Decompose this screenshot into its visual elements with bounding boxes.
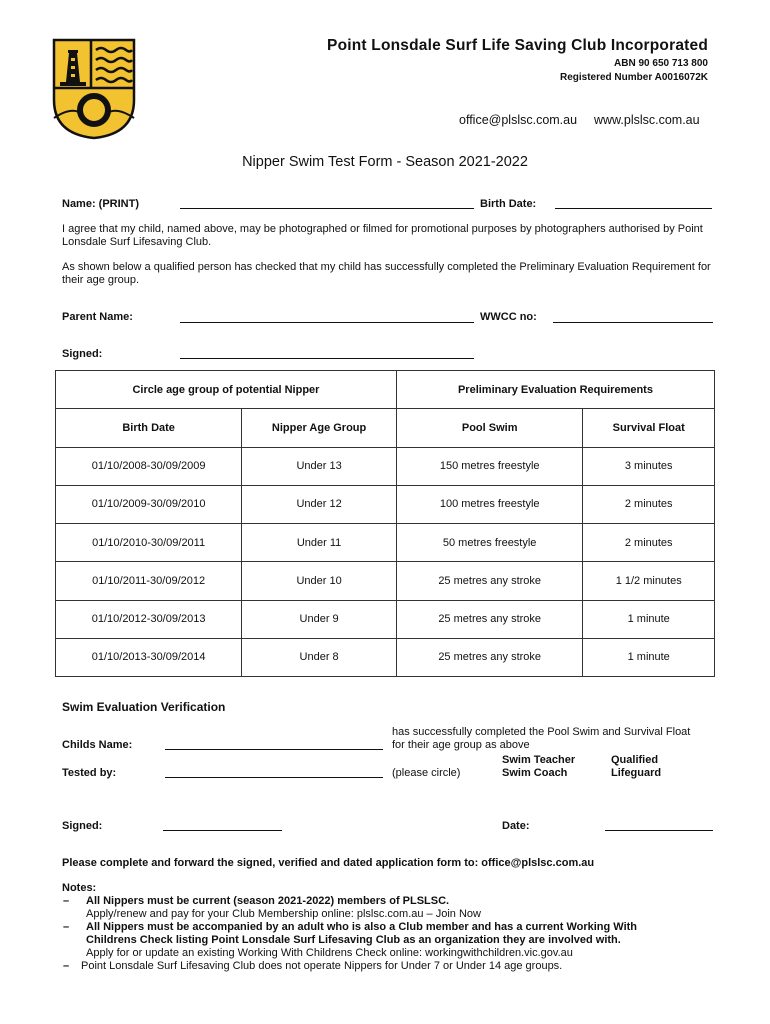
pool-swim-cell: 25 metres any stroke bbox=[396, 638, 583, 676]
photo-consent-text: I agree that my child, named above, may be photographed or filmed for promotional purposes by photographers authorised by Point Lonsdale Surf Lifesaving Club. bbox=[62, 223, 703, 248]
verifier-signature-field[interactable] bbox=[163, 830, 282, 831]
column-header: Survival Float bbox=[583, 409, 715, 447]
note-age-groups: Point Lonsdale Surf Lifesaving Club does not operate Nippers for Under 7 or Under 14 age groups. bbox=[81, 960, 563, 972]
please-circle-text: (please circle) bbox=[392, 767, 461, 779]
birth-date-cell: 01/10/2010-30/09/2011 bbox=[56, 524, 242, 562]
note-adult-line-1: All Nippers must be accompanied by an adult who is also a Club member and has a current Working With bbox=[86, 921, 638, 933]
table-column-header-row bbox=[56, 409, 715, 447]
age-group-cell[interactable]: Under 9 bbox=[242, 600, 397, 638]
registered-number: Registered Number A0016072K bbox=[559, 72, 708, 83]
column-header: Birth Date bbox=[56, 409, 242, 447]
birth-date-cell: 01/10/2012-30/09/2013 bbox=[56, 600, 242, 638]
note-wwcc-online: Apply for or update an existing Working With Childrens Check online: workingwithchildren.vic.gov.au bbox=[86, 947, 573, 959]
birth-date-cell: 01/10/2009-30/09/2010 bbox=[56, 485, 242, 523]
website-link[interactable]: www.plslsc.com.au bbox=[594, 113, 700, 127]
birth-date-field[interactable] bbox=[555, 208, 712, 209]
evaluation-statement: As shown below a qualified person has checked that my child has successfully completed the Preliminary Evaluation Requirement for their age group. bbox=[62, 261, 711, 286]
form-title: Nipper Swim Test Form - Season 2021-2022 bbox=[242, 154, 528, 170]
wwcc-field[interactable] bbox=[553, 322, 713, 323]
survival-float-cell: 1 1/2 minutes bbox=[583, 562, 715, 600]
forward-instructions: Please complete and forward the signed, verified and dated application form to: office@plslsc.com.au bbox=[62, 857, 595, 869]
note-dash: – bbox=[63, 895, 70, 907]
survival-float-cell: 2 minutes bbox=[583, 485, 715, 523]
signed-label: Signed: bbox=[62, 348, 103, 360]
completed-text-1: has successfully completed the Pool Swim and Survival Float bbox=[392, 726, 691, 738]
option-lifeguard[interactable]: Lifeguard bbox=[611, 767, 662, 779]
table-row[interactable] bbox=[56, 600, 715, 638]
tested-by-field[interactable] bbox=[165, 777, 383, 778]
abn-number: ABN 90 650 713 800 bbox=[614, 58, 708, 69]
completed-text-2: for their age group as above bbox=[392, 739, 530, 751]
option-swim-coach[interactable]: Swim Coach bbox=[502, 767, 568, 779]
birth-date-cell: 01/10/2011-30/09/2012 bbox=[56, 562, 242, 600]
birth-date-cell: 01/10/2013-30/09/2014 bbox=[56, 638, 242, 676]
birth-date-label: Birth Date: bbox=[480, 198, 537, 210]
verification-title: Swim Evaluation Verification bbox=[62, 700, 226, 714]
age-group-cell[interactable]: Under 12 bbox=[242, 485, 397, 523]
column-header: Pool Swim bbox=[396, 409, 583, 447]
option-swim-teacher[interactable]: Swim Teacher bbox=[502, 754, 576, 766]
group-head-right: Preliminary Evaluation Requirements bbox=[396, 371, 714, 409]
note-dash: – bbox=[63, 921, 70, 933]
note-membership-online: Apply/renew and pay for your Club Membership online: plslsc.com.au – Join Now bbox=[86, 908, 481, 920]
table-row[interactable] bbox=[56, 447, 715, 485]
column-header: Nipper Age Group bbox=[242, 409, 397, 447]
option-qualified[interactable]: Qualified bbox=[611, 754, 659, 766]
verifier-signed-label: Signed: bbox=[62, 820, 103, 832]
childs-name-field[interactable] bbox=[165, 749, 383, 750]
table-row[interactable] bbox=[56, 485, 715, 523]
childs-name-label: Childs Name: bbox=[62, 739, 133, 751]
name-label: Name: (PRINT) bbox=[62, 198, 140, 210]
note-membership: All Nippers must be current (season 2021-2022) members of PLSLSC. bbox=[86, 895, 450, 907]
age-group-cell[interactable]: Under 11 bbox=[242, 524, 397, 562]
name-field[interactable] bbox=[180, 208, 474, 209]
birth-date-cell: 01/10/2008-30/09/2009 bbox=[56, 447, 242, 485]
table-row[interactable] bbox=[56, 524, 715, 562]
age-group-cell[interactable]: Under 13 bbox=[242, 447, 397, 485]
wwcc-label: WWCC no: bbox=[480, 311, 537, 323]
note-dash: – bbox=[63, 960, 70, 972]
tested-by-label: Tested by: bbox=[62, 767, 117, 779]
pool-swim-cell: 25 metres any stroke bbox=[396, 600, 583, 638]
pool-swim-cell: 25 metres any stroke bbox=[396, 562, 583, 600]
survival-float-cell: 2 minutes bbox=[583, 524, 715, 562]
survival-float-cell: 1 minute bbox=[583, 638, 715, 676]
pool-swim-cell: 100 metres freestyle bbox=[396, 485, 583, 523]
survival-float-cell: 3 minutes bbox=[583, 447, 715, 485]
pool-swim-cell: 50 metres freestyle bbox=[396, 524, 583, 562]
parent-signature-field[interactable] bbox=[180, 358, 474, 359]
age-group-cell[interactable]: Under 10 bbox=[242, 562, 397, 600]
club-crest-logo bbox=[52, 38, 136, 140]
parent-name-field[interactable] bbox=[180, 322, 474, 323]
date-field[interactable] bbox=[605, 830, 713, 831]
age-group-cell[interactable]: Under 8 bbox=[242, 638, 397, 676]
contact-email[interactable]: office@plslsc.com.au bbox=[459, 113, 578, 127]
table-row[interactable] bbox=[56, 638, 715, 676]
table-row[interactable] bbox=[56, 562, 715, 600]
pool-swim-cell: 150 metres freestyle bbox=[396, 447, 583, 485]
parent-name-label: Parent Name: bbox=[62, 311, 133, 323]
notes-title: Notes: bbox=[62, 882, 97, 894]
note-adult-line-2: Childrens Check listing Point Lonsdale Surf Lifesaving Club as an organization they are involved with. bbox=[86, 934, 621, 946]
date-label: Date: bbox=[502, 820, 530, 832]
organization-name: Point Lonsdale Surf Life Saving Club Incorporated bbox=[327, 37, 708, 54]
table-group-header-row bbox=[56, 371, 715, 409]
age-group-requirements-table bbox=[55, 370, 715, 677]
group-head-left: Circle age group of potential Nipper bbox=[56, 371, 397, 409]
survival-float-cell: 1 minute bbox=[583, 600, 715, 638]
